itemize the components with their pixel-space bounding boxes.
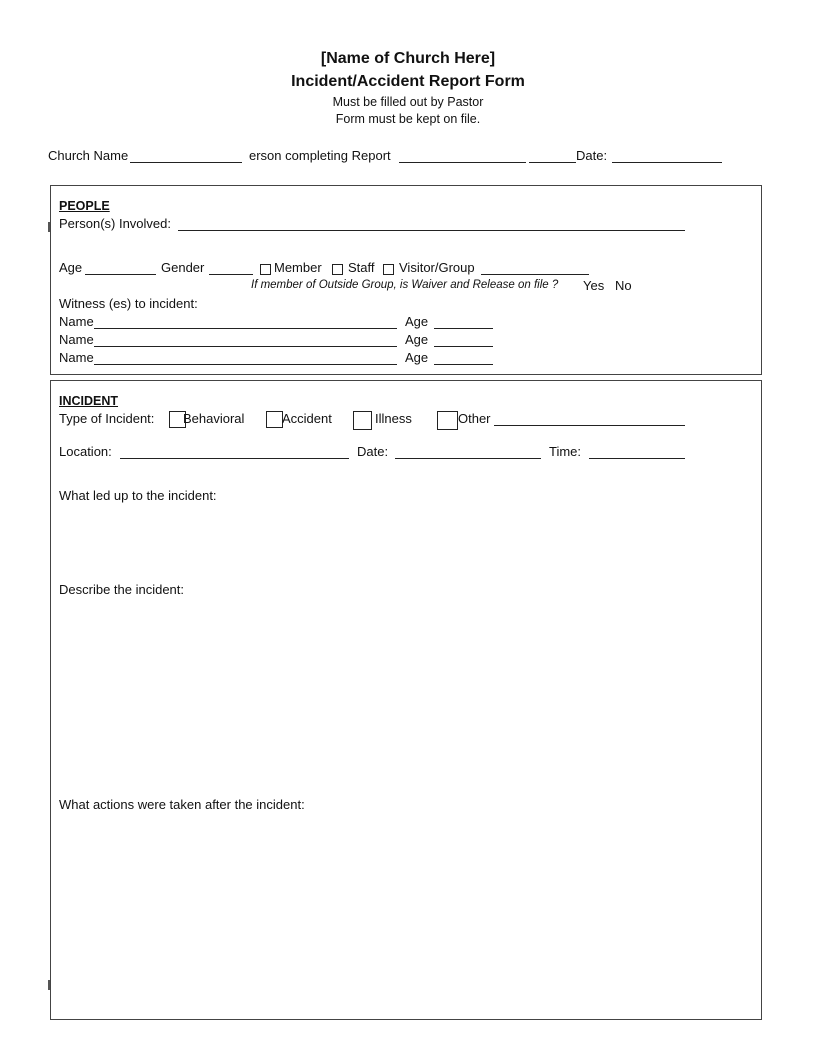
incident-time-field[interactable] <box>589 458 685 459</box>
person-completing-label: erson completing Report <box>249 148 391 163</box>
witness-name-field[interactable] <box>94 346 397 347</box>
illness-checkbox[interactable] <box>353 411 372 430</box>
top-date-label: Date: <box>576 148 608 163</box>
incident-date-label: Date: <box>357 444 389 459</box>
gender-field[interactable] <box>209 274 253 275</box>
age-label: Age <box>59 260 83 275</box>
actions-label: What actions were taken after the incident: <box>59 797 305 812</box>
waiver-question: If member of Outside Group, is Waiver and Release on file ? <box>251 279 559 291</box>
describe-answer-area[interactable] <box>59 600 749 790</box>
incident-date-field[interactable] <box>395 458 541 459</box>
church-name-title: [Name of Church Here] <box>320 50 496 67</box>
visitor-group-field[interactable] <box>481 274 589 275</box>
incident-heading: INCIDENT <box>59 394 119 408</box>
waiver-no[interactable]: No <box>615 278 632 293</box>
describe-label: Describe the incident: <box>59 582 185 597</box>
margin-mark <box>48 222 50 232</box>
gender-label: Gender <box>161 260 205 275</box>
member-label: Member <box>274 260 322 275</box>
illness-label: Illness <box>375 411 412 426</box>
waiver-yes[interactable]: Yes <box>583 278 605 293</box>
witness-name-label: Name <box>59 314 94 329</box>
persons-involved-label: Person(s) Involved: <box>59 216 171 231</box>
witness-age-field[interactable] <box>434 346 493 347</box>
person-completing-field-2[interactable] <box>529 162 576 163</box>
church-name-label: Church Name <box>48 148 129 163</box>
location-label: Location: <box>59 444 112 459</box>
church-name-field[interactable] <box>130 162 242 163</box>
persons-involved-field[interactable] <box>178 230 685 231</box>
accident-label: Accident <box>282 411 332 426</box>
accident-checkbox[interactable] <box>266 411 283 428</box>
witness-name-label: Name <box>59 332 94 347</box>
note-file: Form must be kept on file. <box>335 112 481 126</box>
staff-label: Staff <box>348 260 375 275</box>
actions-answer-area[interactable] <box>59 815 749 1010</box>
incident-type-label: Type of Incident: <box>59 411 155 426</box>
visitor-checkbox[interactable] <box>383 264 394 275</box>
witness-age-label: Age <box>405 314 429 329</box>
people-heading: PEOPLE <box>59 199 110 213</box>
member-checkbox[interactable] <box>260 264 271 275</box>
age-field[interactable] <box>85 274 156 275</box>
top-date-field[interactable] <box>612 162 722 163</box>
witness-label: Witness (es) to incident: <box>59 296 198 311</box>
witness-age-field[interactable] <box>434 328 493 329</box>
note-pastor: Must be filled out by Pastor <box>332 95 484 109</box>
led-up-answer-area[interactable] <box>59 506 749 576</box>
behavioral-label: Behavioral <box>183 411 245 426</box>
person-completing-field[interactable] <box>399 162 526 163</box>
witness-age-field[interactable] <box>434 364 493 365</box>
witness-age-label: Age <box>405 350 429 365</box>
incident-time-label: Time: <box>549 444 582 459</box>
margin-mark <box>48 980 50 990</box>
other-field[interactable] <box>494 425 685 426</box>
witness-age-label: Age <box>405 332 429 347</box>
staff-checkbox[interactable] <box>332 264 343 275</box>
witness-name-field[interactable] <box>94 328 397 329</box>
form-title: Incident/Accident Report Form <box>291 73 525 90</box>
location-field[interactable] <box>120 458 349 459</box>
other-label: Other <box>458 411 491 426</box>
witness-name-field[interactable] <box>94 364 397 365</box>
other-checkbox[interactable] <box>437 411 458 430</box>
visitor-label: Visitor/Group <box>399 260 475 275</box>
witness-name-label: Name <box>59 350 94 365</box>
led-up-label: What led up to the incident: <box>59 488 217 503</box>
